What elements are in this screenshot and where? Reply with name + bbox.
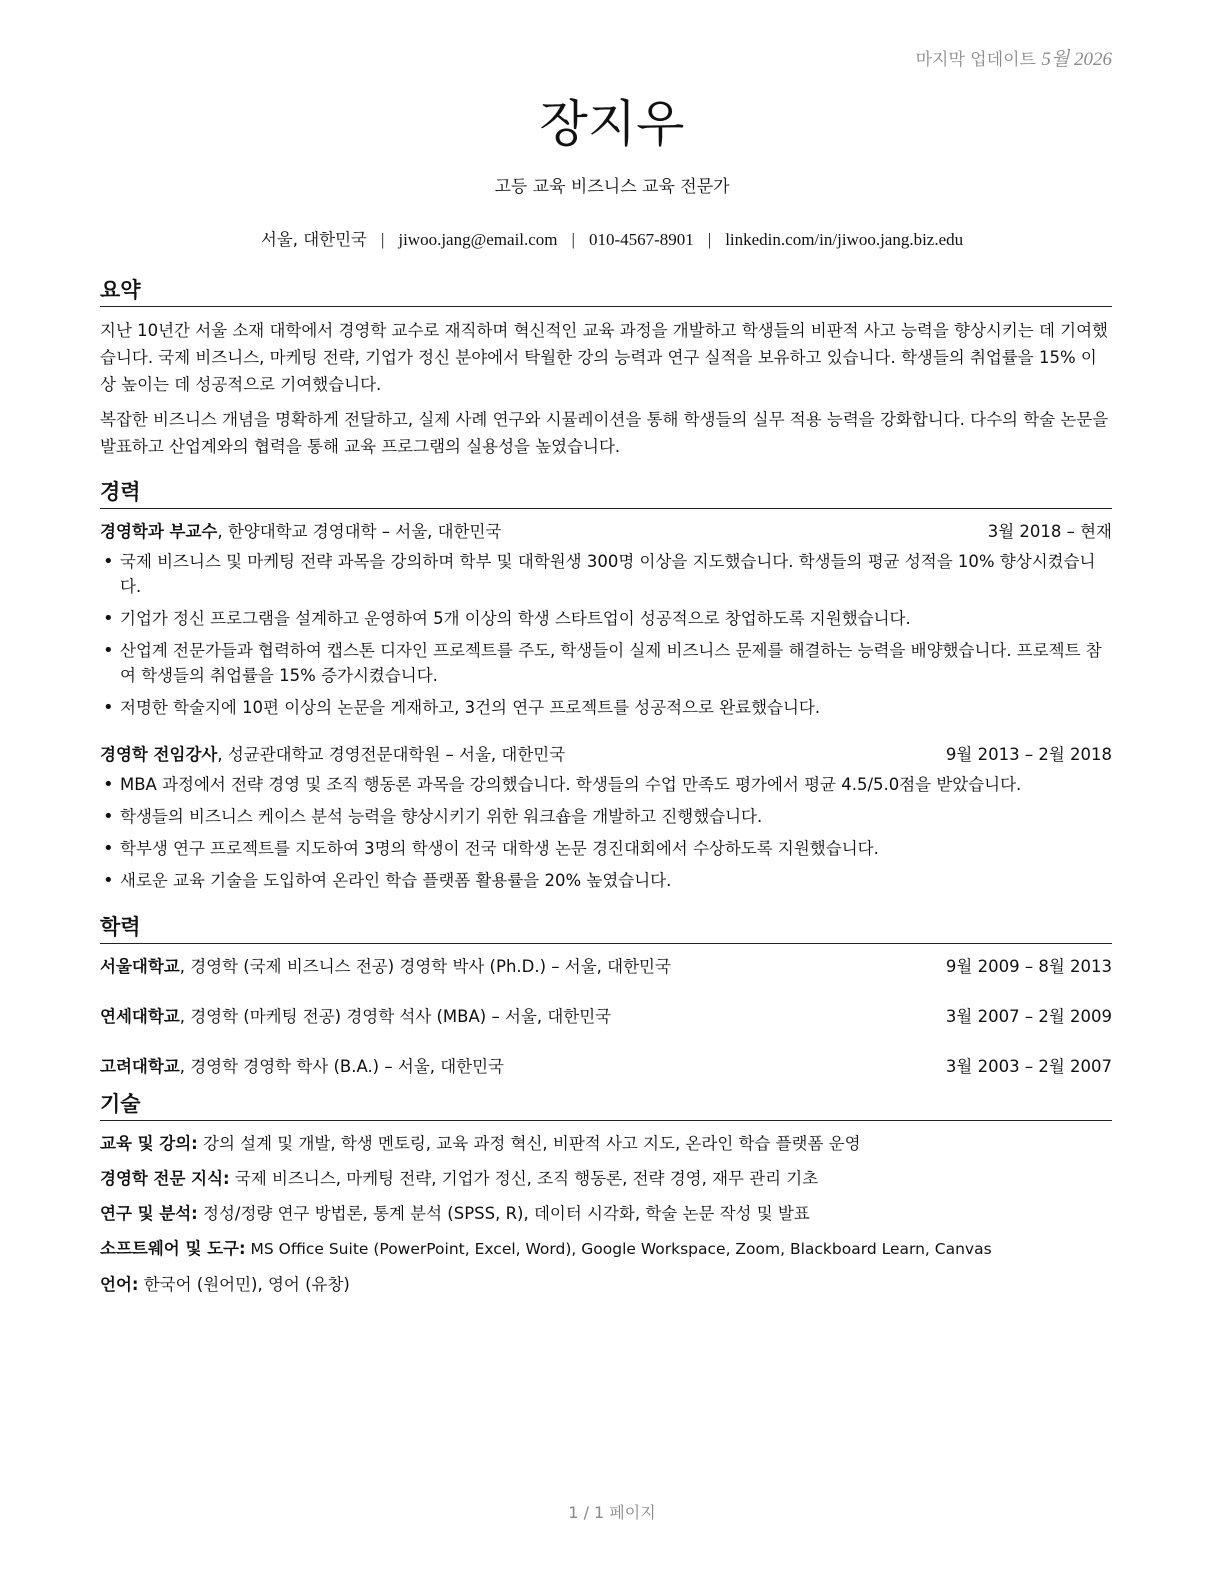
page-number: 1 / 1 페이지 xyxy=(568,1503,656,1522)
contact-location: 서울, 대한민국 xyxy=(260,230,367,249)
summary-paragraph: 복잡한 비즈니스 개념을 명확하게 전달하고, 실제 사례 연구와 시뮬레이션을 통해 학생들의 실무 적용 능력을 강화합니다. 다수의 학술 논문을 발표하고 산업계와의 협력을 통해 교육 프로그램의 실용성을 높였습니다. xyxy=(100,410,1109,456)
skill-value: 한국어 (원어민), 영어 (유창) xyxy=(138,1275,350,1294)
education-row xyxy=(100,1004,1112,1030)
education-date: 3월 2003 – 2월 2007 xyxy=(945,1057,1112,1076)
job-role xyxy=(100,742,565,768)
education-school: 서울대학교 xyxy=(100,957,180,976)
section-title-summary: 요약 xyxy=(100,276,1112,307)
education-detail: , 경영학 (마케팅 전공) 경영학 석사 (MBA) – 서울, 대한민국 xyxy=(179,1007,612,1026)
skill-label: 연구 및 분석: xyxy=(100,1204,198,1223)
job-title: 경영학 전임강사 xyxy=(100,745,218,764)
job-role xyxy=(100,519,501,545)
job-title: 경영학과 부교수 xyxy=(100,522,218,541)
contact-email[interactable]: jiwoo.jang@email.com xyxy=(398,230,558,249)
job-bullet: • 산업계 전문가들과 협력하여 캡스톤 디자인 프로젝트를 주도, 학생들이 실제 비즈니스 문제를 해결하는 능력을 배양했습니다. 프로젝트 참여 학생들의 취업률을 15% 증가시켰습니다. xyxy=(100,638,1112,688)
skill-label: 교육 및 강의: xyxy=(100,1134,198,1153)
education-entry xyxy=(100,954,671,980)
education-detail: , 경영학 (국제 비즈니스 전공) 경영학 박사 (Ph.D.) – 서울, 대한민국 xyxy=(179,957,671,976)
job-bullet: • 학생들의 비즈니스 케이스 분석 능력을 향상시키기 위한 워크숍을 개발하고 진행했습니다. xyxy=(100,804,1112,829)
skill-value: 국제 비즈니스, 마케팅 전략, 기업가 정신, 조직 행동론, 전략 경영, 재무 관리 기초 xyxy=(229,1169,819,1188)
skill-label: 언어: xyxy=(100,1275,139,1294)
contact-separator: | xyxy=(707,230,712,249)
education-entry xyxy=(100,1004,611,1030)
skill-value: 강의 설계 및 개발, 학생 멘토링, 교육 과정 혁신, 비판적 사고 지도, 온라인 학습 플랫폼 운영 xyxy=(197,1134,861,1153)
contact-separator: | xyxy=(571,230,575,249)
skill-label: 경영학 전문 지식: xyxy=(100,1169,230,1188)
job-bullet: • 새로운 교육 기술을 도입하여 온라인 학습 플랫폼 활용률을 20% 높였습니다. xyxy=(100,868,1112,893)
skill-row xyxy=(100,1201,1112,1226)
education-row xyxy=(100,954,1112,980)
job-bullets xyxy=(100,772,1112,893)
resume-content xyxy=(100,276,1112,1307)
skill-row xyxy=(100,1166,1112,1191)
contact-separator: | xyxy=(380,230,385,249)
section-title-education: 학력 xyxy=(100,913,1112,944)
last-updated-label: 마지막 업데이트 xyxy=(915,50,1036,70)
education-date: 9월 2009 – 8월 2013 xyxy=(945,957,1112,976)
headline: 고등 교육 비즈니스 교육 전문가 xyxy=(494,177,730,197)
job-date: 3월 2018 – 현재 xyxy=(987,522,1112,541)
contact-line xyxy=(0,226,1224,250)
last-updated xyxy=(916,44,1112,71)
section-title-skills: 기술 xyxy=(100,1090,1112,1121)
education-detail: , 경영학 경영학 학사 (B.A.) – 서울, 대한민국 xyxy=(179,1057,504,1076)
skill-label: 소프트웨어 및 도구: xyxy=(100,1239,246,1258)
last-updated-month: 5월 xyxy=(1041,49,1070,70)
job-bullet: • MBA 과정에서 전략 경영 및 조직 행동론 과목을 강의했습니다. 학생들의 수업 만족도 평가에서 평균 4.5/5.0점을 받았습니다. xyxy=(100,772,1112,797)
education-entry xyxy=(100,1054,504,1080)
job-header xyxy=(100,519,1112,545)
education-school: 연세대학교 xyxy=(100,1007,180,1026)
job-org: , 성균관대학교 경영전문대학원 – 서울, 대한민국 xyxy=(217,745,566,764)
skill-value: MS Office Suite (PowerPoint, Excel, Word), Google Workspace, Zoom, Blackboard Learn, Canvas xyxy=(245,1240,992,1258)
education-school: 고려대학교 xyxy=(100,1057,180,1076)
job-date: 9월 2013 – 2월 2018 xyxy=(945,745,1112,764)
job-header xyxy=(100,742,1112,768)
job-bullet: • 저명한 학술지에 10편 이상의 논문을 게재하고, 3건의 연구 프로젝트를 성공적으로 완료했습니다. xyxy=(100,695,1112,720)
education-row xyxy=(100,1054,1112,1080)
job-bullet: • 학부생 연구 프로젝트를 지도하여 3명의 학생이 전국 대학생 논문 경진대회에서 수상하도록 지원했습니다. xyxy=(100,836,1112,861)
job-bullet: • 기업가 정신 프로그램을 설계하고 운영하여 5개 이상의 학생 스타트업이 성공적으로 창업하도록 지원했습니다. xyxy=(100,606,1112,631)
skill-row xyxy=(100,1131,1112,1156)
education-date: 3월 2007 – 2월 2009 xyxy=(945,1007,1112,1026)
summary-paragraph: 지난 10년간 서울 소재 대학에서 경영학 교수로 재직하며 혁신적인 교육 과정을 개발하고 학생들의 비판적 사고 능력을 향상시키는 데 기여했습니다. 국제 비즈니스, 마케팅 전략, 기업가 정신 분야에서 탁월한 강의 능력과 연구 실적을 보유하고 있습니다. 학생들의 취업률을 15% 이상 높이는 데 성공적으로 기여했습니다. xyxy=(100,321,1108,394)
contact-linkedin[interactable]: linkedin.com/in/jiwoo.jang.biz.edu xyxy=(725,230,964,249)
skill-value: 정성/정량 연구 방법론, 통계 분석 (SPSS, R), 데이터 시각화, 학술 논문 작성 및 발표 xyxy=(197,1204,810,1223)
section-title-experience: 경력 xyxy=(100,478,1112,509)
contact-phone: 010-4567-8901 xyxy=(588,230,694,249)
skill-row xyxy=(100,1236,1112,1262)
job-bullets xyxy=(100,549,1112,720)
last-updated-date xyxy=(1041,49,1112,70)
last-updated-year: 2026 xyxy=(1074,49,1112,70)
person-name: 장지우 xyxy=(539,95,685,153)
job-org: , 한양대학교 경영대학 – 서울, 대한민국 xyxy=(217,522,502,541)
job-bullet: • 국제 비즈니스 및 마케팅 전략 과목을 강의하며 학부 및 대학원생 300명 이상을 지도했습니다. 학생들의 평균 성적을 10% 향상시켰습니다. xyxy=(100,549,1112,599)
skill-row xyxy=(100,1272,1112,1297)
